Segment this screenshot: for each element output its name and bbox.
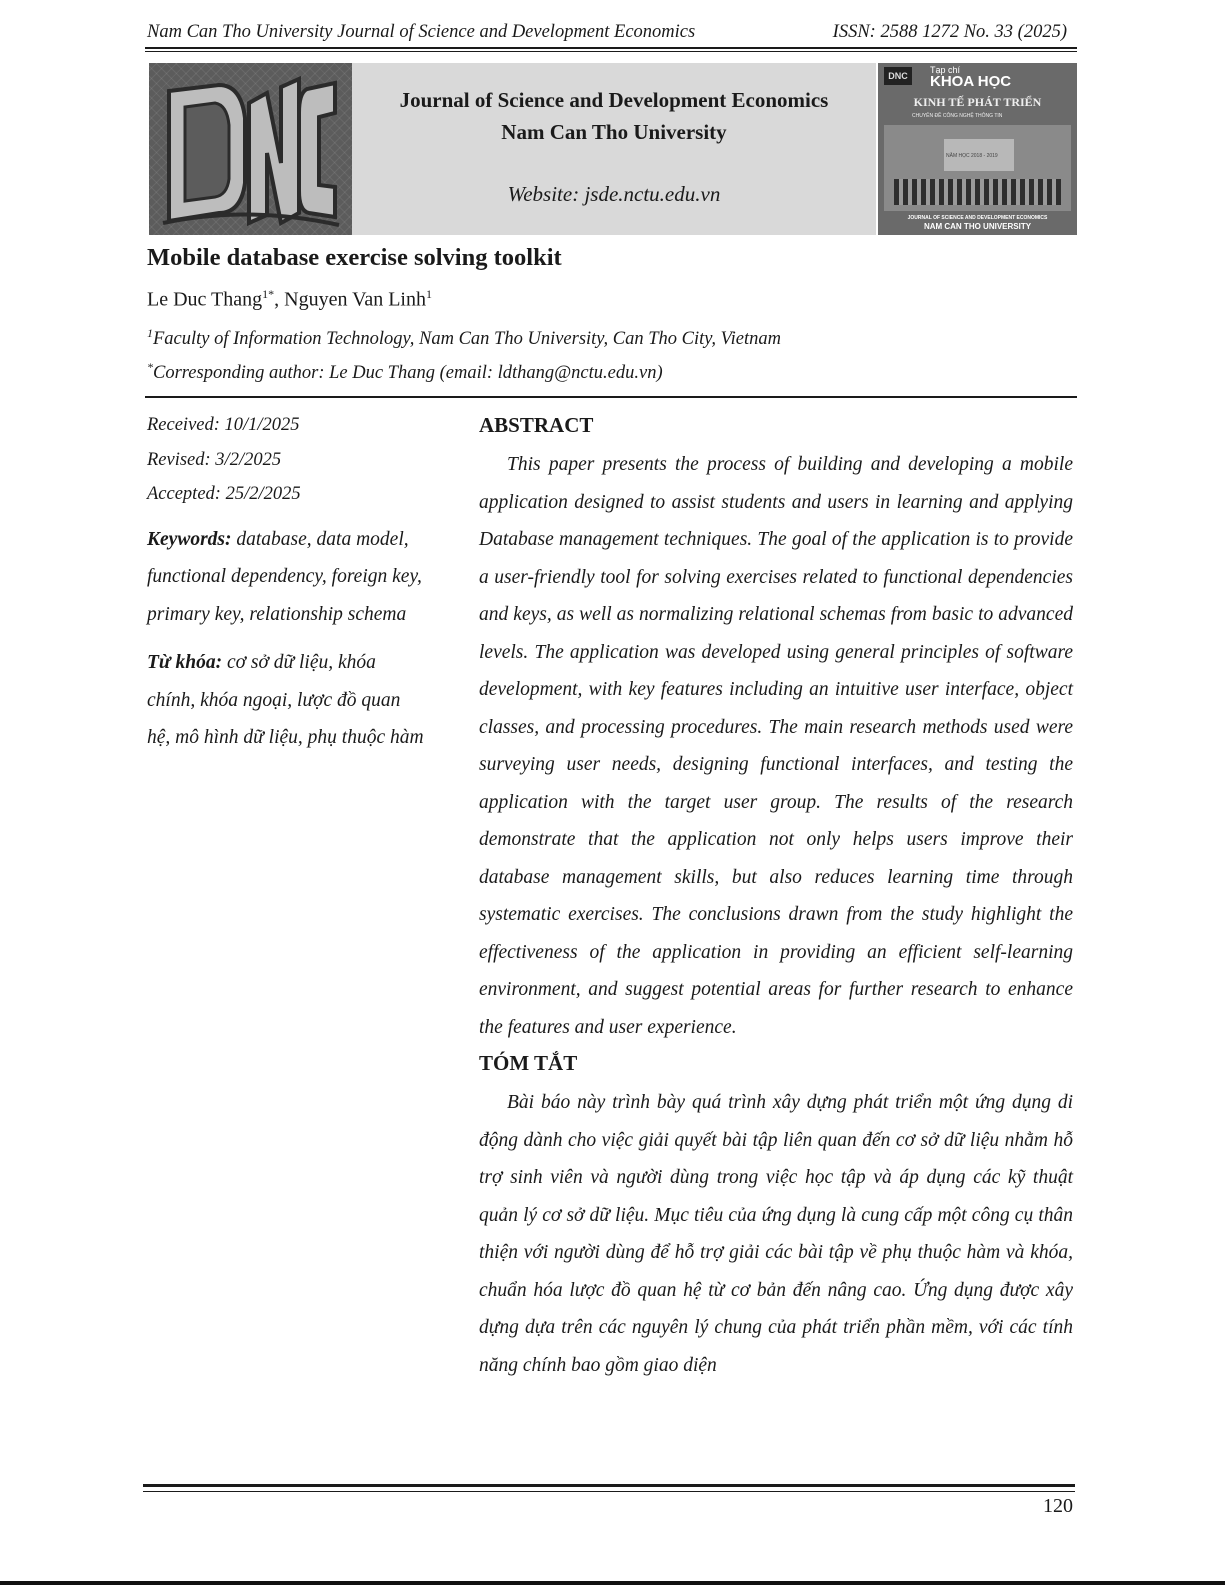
university-name: Nam Can Tho University xyxy=(501,120,727,144)
accepted-date: Accepted: 25/2/2025 xyxy=(147,484,301,504)
cover-photo-caption: NĂM HỌC 2018 - 2019 xyxy=(946,153,998,159)
keywords-label: Keywords: xyxy=(147,528,232,550)
tu-khoa-text: cơ sở dữ liệu, khóa chính, khóa ngoại, lược đồ quan hệ, mô hình dữ liệu, phụ thuộc hàm xyxy=(147,652,424,748)
journal-cover-image xyxy=(878,63,1077,235)
abstract-heading: ABSTRACT xyxy=(479,413,594,437)
corresponding-author: *Corresponding author: Le Duc Thang (email: ldthang@nctu.edu.vn) xyxy=(147,360,663,384)
cover-photo xyxy=(884,125,1071,211)
cover-subtitle: CHUYÊN ĐỀ CÔNG NGHỆ THÔNG TIN xyxy=(912,113,1003,119)
paper-title: Mobile database exercise solving toolkit xyxy=(147,244,562,271)
cover-footer-line1: JOURNAL OF SCIENCE AND DEVELOPMENT ECONOMICS xyxy=(907,215,1048,221)
journal-logo xyxy=(149,63,352,235)
footer-rule-thick xyxy=(143,1484,1075,1487)
page-bottom-edge xyxy=(0,1581,1225,1585)
tom-tat-heading: TÓM TẮT xyxy=(479,1051,578,1075)
title-divider xyxy=(145,396,1077,398)
cover-tag: Tạp chí xyxy=(930,65,961,75)
keywords-text: database, data model, functional dependency, foreign key, primary key, relationship schema xyxy=(147,528,422,625)
header-rule-top xyxy=(145,47,1077,49)
article-info-column xyxy=(147,408,427,757)
revised-date: Revised: 3/2/2025 xyxy=(147,449,282,470)
tu-khoa-block xyxy=(147,644,427,757)
running-header xyxy=(147,22,1077,46)
abstract-column xyxy=(479,408,1073,1384)
author-affiliation-mark: 1* xyxy=(262,287,275,301)
author-list: Le Duc Thang$^{1*}$, Nguyen Van Linh$^1$ xyxy=(147,287,432,311)
received-date: Received: 10/1/2025 xyxy=(147,415,300,435)
tu-khoa-label: Từ khóa: xyxy=(147,652,223,673)
cover-title-line1: KHOA HỌC xyxy=(930,73,1012,90)
journal-banner xyxy=(149,63,1077,235)
header-rule-bottom xyxy=(145,51,1077,52)
running-header-journal: Nam Can Tho University Journal of Science and Development Economics xyxy=(147,22,696,42)
abstract-body: This paper presents the process of building and developing a mobile application designed to assist students and users in learning and applying Database management techniques. The goal of the application is to provide a user-friendly tool for solving exercises related to functional dependencies and keys, as well as normalizing relational schemas from basic to advanced levels. The application was developed using general principles of software development, with key features including an intuitive user interface, object classes, and processing procedures. The main research methods used were surveying user needs, designing functional interfaces, and testing the application with the target user group. The results of the research demonstrate that the application not only helps users improve their database management skills, but also reduces learning time through systematic exercises. The conclusions drawn from the study highlight the effectiveness of the application in providing an efficient self-learning environment, and suggest potential areas for further research to enhance the features and user experience. xyxy=(479,454,1073,1038)
author-affiliation-mark: 1 xyxy=(426,287,432,301)
journal-website: Website: jsde.nctu.edu.vn xyxy=(507,182,721,206)
page-number: 120 xyxy=(1043,1495,1073,1517)
cover-title-line2: KINH TẾ PHÁT TRIỂN xyxy=(913,95,1042,109)
author-affiliation: $^1$Faculty of Information Technology, Nam Can Tho University, Can Tho City, Vietnam xyxy=(147,326,781,350)
cover-logo: DNC xyxy=(884,67,912,85)
tom-tat-body: Bài báo này trình bày quá trình xây dựng phát triển một ứng dụng di động dành cho việc giải quyết bài tập liên quan đến cơ sở dữ liệu nhằm hỗ trợ sinh viên và người dùng trong việc học tập và áp dụng các kỹ thuật quản lý cơ sở dữ liệu. Mục tiêu của ứng dụng là cung cấp một công cụ thân thiện với người dùng để hỗ trợ giải các bài tập về phụ thuộc hàm và khóa, chuẩn hóa lược đồ quan hệ từ cơ bản đến nâng cao. Ứng dụng được xây dựng dựa trên các nguyên lý chung của phát triển phần mềm, với các tính năng chính bao gồm giao diện xyxy=(479,1092,1073,1376)
journal-title: Journal of Science and Development Economics xyxy=(399,88,829,112)
author-name: Nguyen Van Linh xyxy=(284,288,426,311)
cover-footer-line2: NAM CAN THO UNIVERSITY xyxy=(923,222,1032,231)
footer-rule-thin xyxy=(143,1491,1075,1492)
author-name: Le Duc Thang xyxy=(147,288,263,311)
running-header-issn: ISSN: 2588 1272 No. 33 (2025) xyxy=(832,22,1067,42)
journal-info-panel xyxy=(352,63,876,235)
keywords-block xyxy=(147,521,427,634)
